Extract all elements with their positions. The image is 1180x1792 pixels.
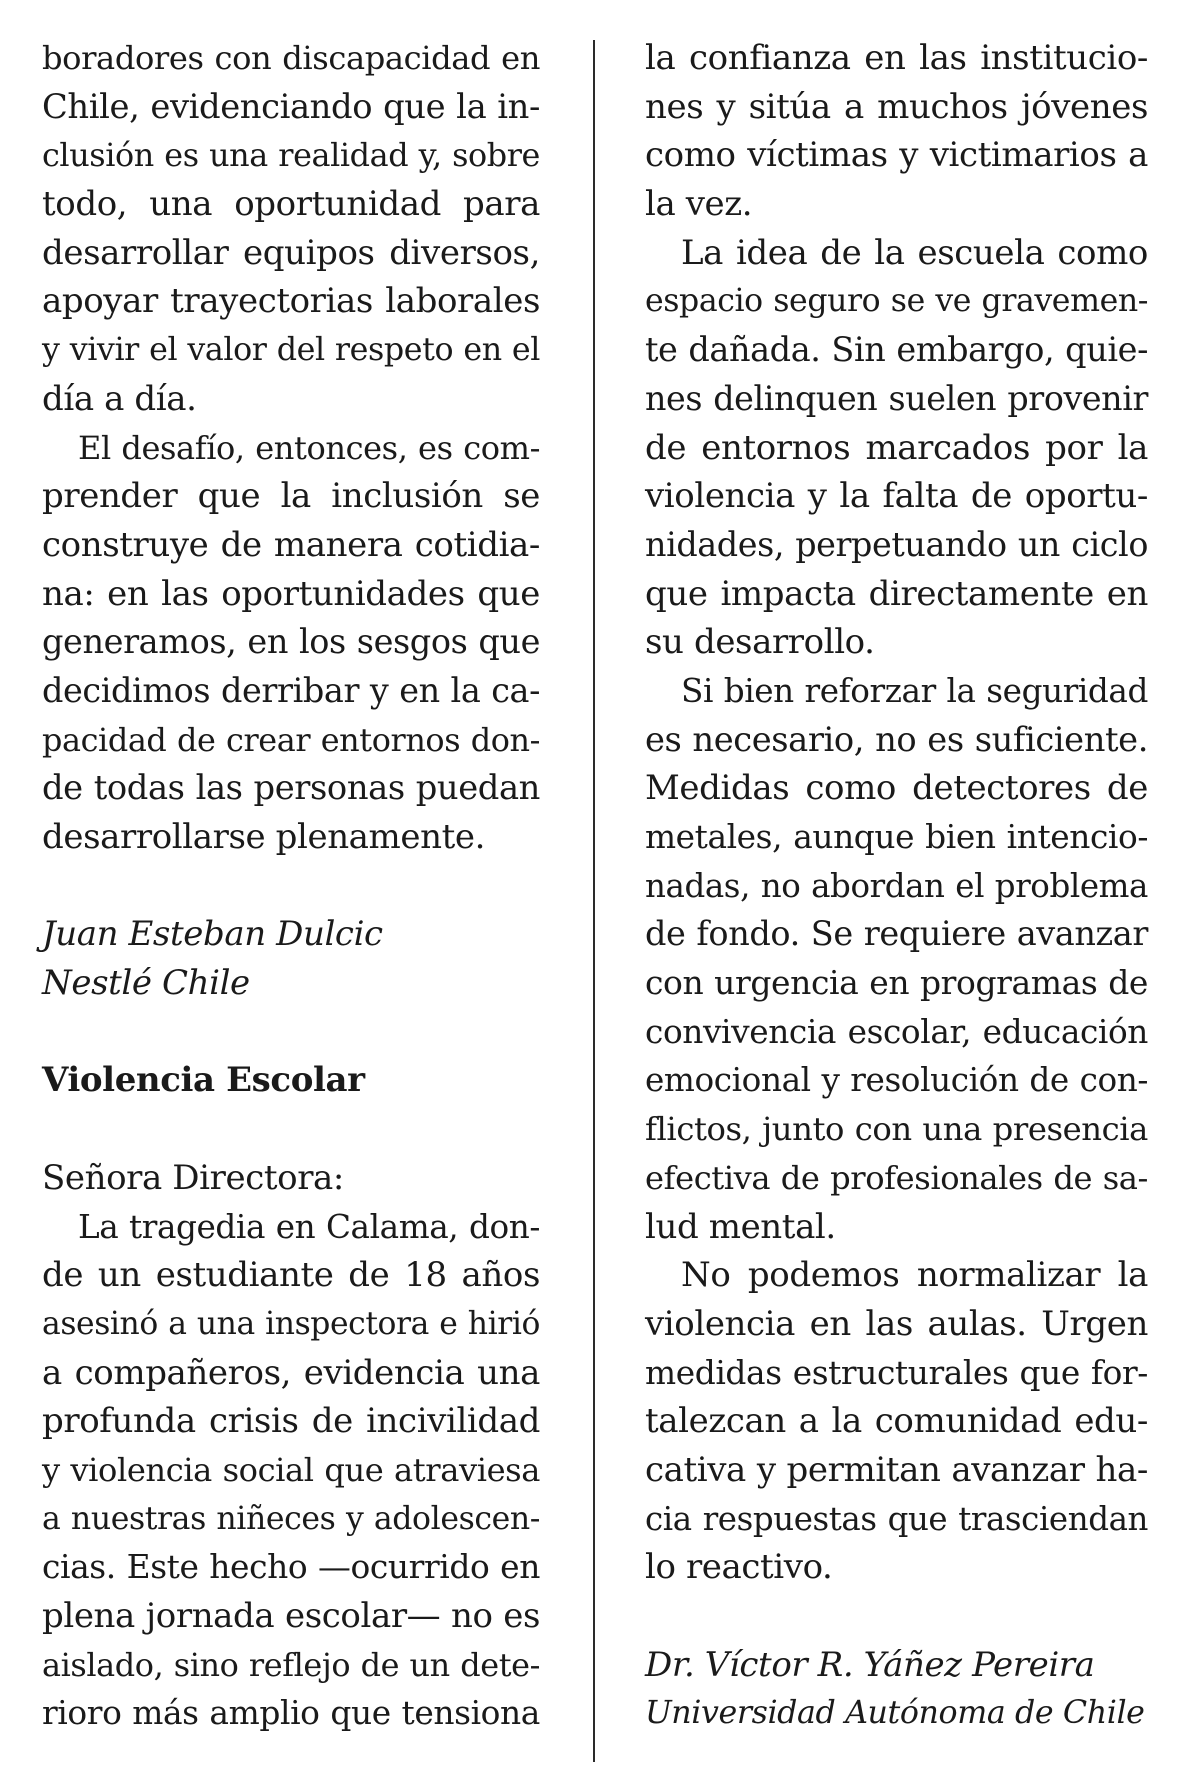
signature-name: Juan Esteban Dulcic	[42, 914, 383, 955]
text-line: medidas estructurales que for-	[645, 1353, 1148, 1392]
letter-paragraph	[645, 1251, 1148, 1592]
text-line: na: en las oportunidades que	[42, 573, 540, 614]
text-line: de un estudiante de 18 años	[42, 1255, 540, 1296]
spacer	[42, 1008, 540, 1057]
text-line: La tragedia en Calama, don-	[78, 1207, 540, 1246]
text-line: No podemos normalizar la	[681, 1255, 1148, 1296]
text-line: lo reactivo.	[645, 1547, 833, 1588]
text-line: Chile, evidenciando que la in-	[42, 86, 540, 126]
spacer	[645, 1592, 1148, 1641]
text-line: emocional y resolución de con-	[645, 1061, 1148, 1100]
text-line: que impacta directamente en	[645, 573, 1148, 614]
letter-heading: Violencia Escolar	[42, 1060, 365, 1101]
text-line: prender que la inclusión se	[42, 476, 540, 517]
text-line: nes delinquen suelen provenir	[645, 378, 1148, 418]
text-line: a compañeros, evidencia una	[42, 1352, 540, 1393]
text-line: con urgencia en programas de	[645, 963, 1148, 1003]
signature-block	[42, 910, 540, 1007]
text-line: La idea de la escuela como	[681, 232, 1148, 273]
text-line: nes y sitúa a muchos jóvenes	[645, 86, 1148, 127]
letter-paragraph	[42, 1203, 540, 1739]
text-line: y violencia social que atraviesa	[42, 1450, 540, 1489]
text-line: desarrollarse plenamente.	[42, 817, 486, 857]
signature-name: Dr. Víctor R. Yáñez Pereira	[645, 1644, 1095, 1685]
letter-paragraph	[645, 34, 1148, 229]
text-line: Medidas como detectores de	[645, 768, 1148, 809]
text-line: profunda crisis de incivilidad	[42, 1401, 540, 1442]
text-line: clusión es una realidad y, sobre	[42, 136, 540, 175]
right-column	[645, 34, 1148, 1738]
text-line: pacidad de crear entornos don-	[42, 720, 540, 759]
text-line: construye de manera cotidia-	[42, 524, 540, 565]
text-line: boradores con discapacidad en	[42, 39, 540, 77]
text-line: lud mental.	[645, 1206, 836, 1247]
signature-org: Nestlé Chile	[42, 963, 250, 1004]
letter-end-paragraph	[42, 34, 540, 424]
text-line: generamos, en los sesgos que	[42, 622, 540, 662]
text-line: su desarrollo.	[645, 622, 875, 663]
text-line: y vivir el valor del respeto en el	[42, 332, 540, 369]
text-line: metales, aunque bien intencio-	[645, 818, 1148, 856]
text-line: flictos, junto con una presencia	[645, 1110, 1148, 1149]
left-column	[42, 34, 540, 1738]
letter-paragraph	[645, 667, 1148, 1251]
text-line: talezcan a la comunidad edu-	[645, 1401, 1148, 1442]
text-line: desarrollar equipos diversos,	[42, 232, 540, 273]
text-line: efectiva de profesionales de sa-	[645, 1158, 1148, 1197]
text-line: cativa y permitan avanzar ha-	[645, 1449, 1148, 1490]
text-line: violencia y la falta de oportu-	[645, 476, 1148, 517]
text-line: la vez.	[645, 184, 753, 225]
signature-block	[645, 1641, 1148, 1738]
letter-paragraph	[645, 229, 1148, 667]
text-line: la confianza en las institucio-	[645, 38, 1148, 78]
text-line: de fondo. Se requiere avanzar	[645, 914, 1148, 954]
text-line: plena jornada escolar— no es	[42, 1596, 540, 1636]
text-line: es necesario, no es suficiente.	[645, 719, 1148, 759]
text-line: rioro más amplio que tensiona	[42, 1694, 540, 1733]
text-line: de todas las personas puedan	[42, 768, 540, 808]
text-line: todo, una oportunidad para	[42, 184, 540, 225]
text-line: como víctimas y victimarios a	[645, 135, 1148, 176]
text-line: Si bien reforzar la seguridad	[681, 671, 1148, 710]
text-line: violencia en las aulas. Urgen	[645, 1303, 1148, 1344]
signature-org: Universidad Autónoma de Chile	[645, 1695, 1145, 1732]
text-line: a nuestras niñeces y adolescen-	[42, 1500, 540, 1537]
text-line: cia respuestas que trasciendan	[645, 1499, 1148, 1538]
text-line: de entornos marcados por la	[645, 427, 1148, 468]
text-line: te dañada. Sin embargo, quie-	[645, 330, 1148, 370]
text-line: asesinó a una inspectora e hirió	[42, 1305, 540, 1342]
text-line: convivencia escolar, educación	[645, 1012, 1148, 1051]
text-line: nadas, no abordan el problema	[645, 866, 1148, 905]
spacer	[42, 862, 540, 911]
column-divider	[593, 40, 595, 1762]
text-line: aislado, sino reflejo de un dete-	[42, 1645, 540, 1684]
spacer	[42, 1105, 540, 1154]
text-line: decidimos derribar y en la ca-	[42, 670, 540, 710]
salutation: Señora Directora:	[42, 1157, 344, 1198]
letter-paragraph	[42, 424, 540, 862]
text-line: nidades, perpetuando un ciclo	[645, 524, 1148, 564]
text-line: El desafío, entonces, es com-	[78, 428, 540, 467]
text-line: apoyar trayectorias laborales	[42, 281, 540, 322]
text-line: día a día.	[42, 378, 197, 419]
text-line: cias. Este hecho —ocurrido en	[42, 1547, 540, 1587]
text-line: espacio seguro se ve gravemen-	[645, 283, 1148, 320]
